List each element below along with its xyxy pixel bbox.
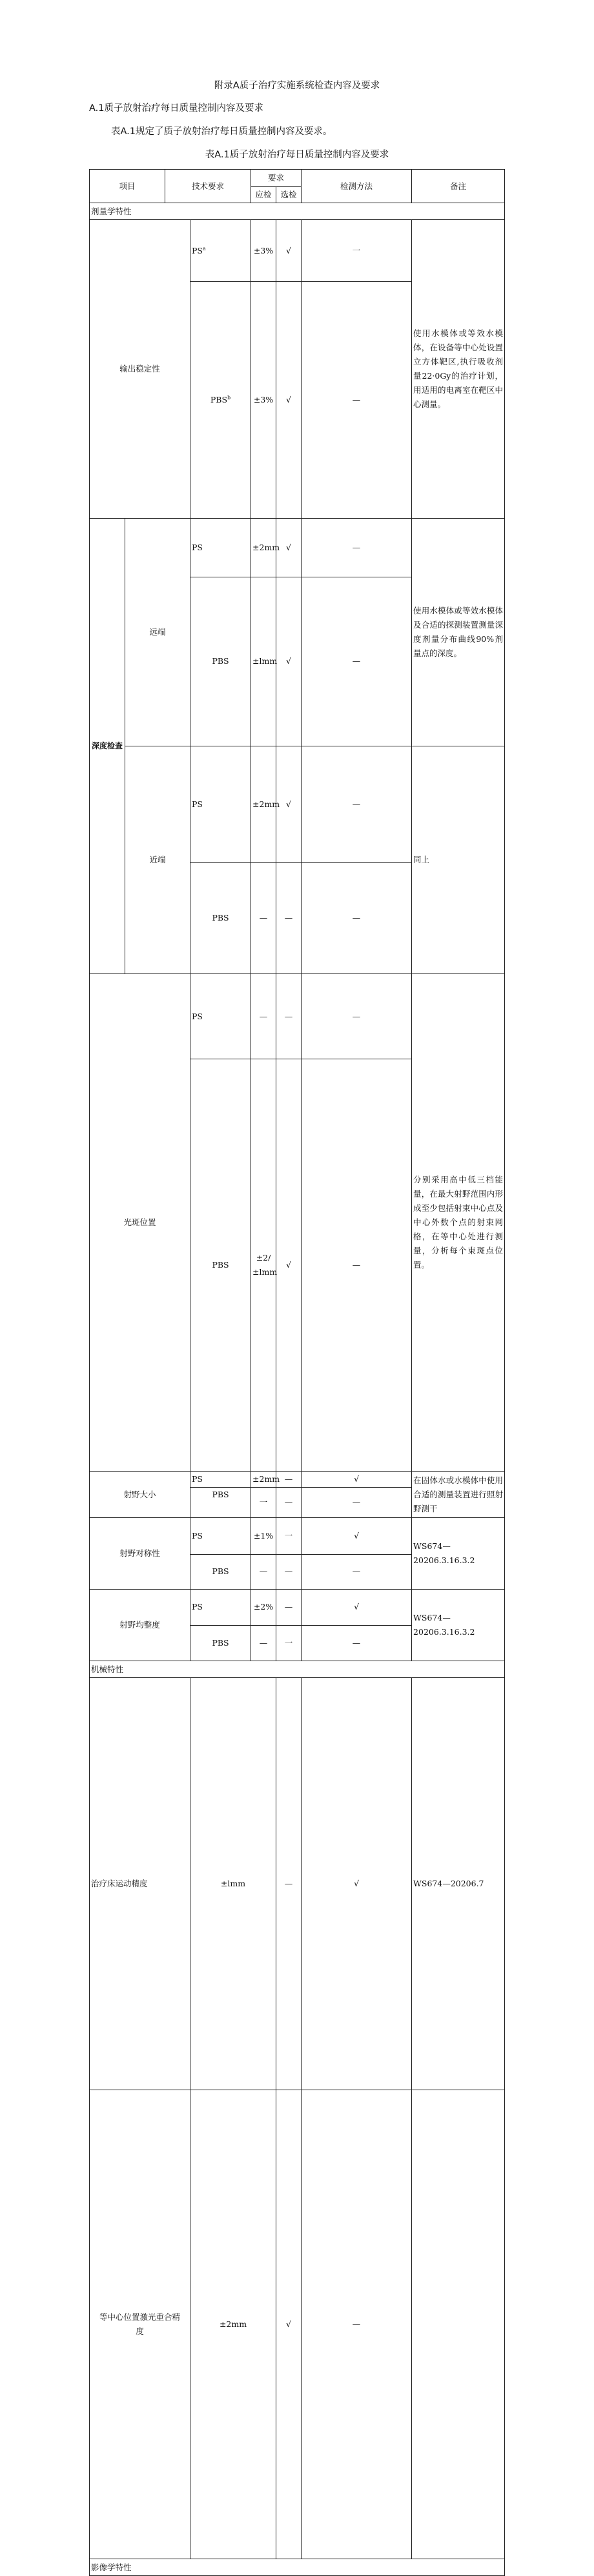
couch-method: WS674—20206.7 [412, 1678, 505, 2090]
table-cell: PBS [190, 1625, 251, 1661]
table-cell: — [276, 1590, 302, 1626]
header-method: 检测方法 [302, 170, 412, 203]
depth-far-method: 使用水模体或等效水模体及合适的探测装置测量深度剂量分布曲线90%剂量点的深度。 [412, 519, 505, 746]
section-imaging: 影像学特性 [90, 2559, 505, 2576]
table-cell: — [251, 1554, 276, 1589]
qc-requirements-table [89, 169, 505, 2576]
table-cell: 一 [276, 1518, 302, 1555]
section-dosimetry: 剂量学特性 [90, 203, 505, 220]
table-cell: ±2% [251, 1590, 276, 1626]
table-cell: — [276, 863, 302, 974]
table-cell: PBS [190, 577, 251, 746]
table-cell: √ [276, 220, 302, 282]
field-size-label: 射野大小 [90, 1472, 190, 1518]
table-cell: √ [276, 1059, 302, 1472]
table-cell: √ [276, 746, 302, 863]
appendix-title: 附录A质子治疗实施系统检查内容及要求 [214, 81, 380, 91]
table-cell: ±2mm [251, 1472, 276, 1488]
table-cell: √ [302, 1678, 412, 2090]
spot-method: 分别采用高中低三档能量，在最大射野范围内形成至少包括射束中心点及中心外数个点的射束网格，在等中心处进行测量，分析每个束斑点位置。 [412, 974, 505, 1472]
table-cell: √ [302, 1518, 412, 1555]
spot-position-label: 光斑位置 [90, 974, 190, 1472]
field-size-method: 在固体水或水模体中使用合适的测量装置进行照射野测干 [412, 1472, 505, 1518]
table-caption: 表A.1质子放射治疗每日质量控制内容及要求 [205, 150, 389, 160]
table-cell: 一 [251, 1488, 276, 1518]
table-cell: PBS [190, 863, 251, 974]
table-cell: ±2mm [251, 746, 276, 863]
laser-method [412, 2090, 505, 2559]
table-cell: — [302, 2090, 412, 2559]
table-cell: ±2/±lmm [251, 1059, 276, 1472]
header-note: 备注 [412, 170, 505, 203]
table-cell: PBS$^b$ [190, 282, 251, 519]
depth-near-method: 同上 [412, 746, 505, 974]
table-cell: — [276, 1554, 302, 1589]
table-cell: PS [190, 1518, 251, 1555]
table-cell: — [251, 974, 276, 1059]
table-cell: PS [190, 1590, 251, 1626]
table-cell: — [276, 1678, 302, 2090]
table-cell: √ [276, 519, 302, 577]
section-heading: A.1质子放射治疗每日质量控制内容及要求 [89, 103, 263, 114]
table-cell: — [302, 519, 412, 577]
table-cell: PS [190, 1472, 251, 1488]
depth-check-label: 深度检查 [90, 519, 125, 974]
header-tech: 技术要求 [165, 170, 251, 203]
table-cell: √ [302, 1590, 412, 1626]
table-cell: PBS [190, 1488, 251, 1518]
table-cell: ±1% [251, 1518, 276, 1555]
table-cell: — [302, 282, 412, 519]
depth-near-label: 近端 [125, 746, 190, 974]
table-cell: — [302, 746, 412, 863]
field-flatness-label: 射野均整度 [90, 1590, 190, 1661]
table-cell: PBS [190, 1554, 251, 1589]
table-cell: ±lmm [190, 1678, 276, 2090]
table-cell: PBS [190, 1059, 251, 1472]
table-cell: √ [276, 577, 302, 746]
table-cell: 一 [302, 220, 412, 282]
table-cell: ±3% [251, 282, 276, 519]
laser-accuracy-label: 等中心位置激光重合精度 [90, 2090, 190, 2559]
table-cell: 一 [276, 1625, 302, 1661]
table-cell: PS [190, 519, 251, 577]
couch-accuracy-label: 治疗床运动精度 [90, 1678, 190, 2090]
table-cell: √ [276, 282, 302, 519]
table-cell: ±2mm [190, 2090, 276, 2559]
field-flatness-method: WS674—20206.3.16.3.2 [412, 1590, 505, 1661]
table-cell: ±3% [251, 220, 276, 282]
output-method: 使用水模体或等效水模体，在设备等中心处设置立方体靶区,执行吸收剂量22·0Gy的治疗计划，用适用的电离室在靶区中心测量。 [412, 220, 505, 519]
intro-paragraph: 表A.1规定了质子放射治疗每日质量控制内容及要求。 [111, 126, 333, 137]
table-cell: PS [190, 746, 251, 863]
header-req: 要求 [251, 170, 302, 187]
section-mechanical: 机械特性 [90, 1661, 505, 1678]
table-cell: $PS^a$ [190, 220, 251, 282]
table-cell: — [276, 1488, 302, 1518]
output-stability-label: 输出稳定性 [90, 220, 190, 519]
header-item: 项目 [90, 170, 165, 203]
table-cell: — [302, 974, 412, 1059]
table-cell: — [302, 1625, 412, 1661]
depth-far-label: 远端 [125, 519, 190, 746]
table-cell: PS [190, 974, 251, 1059]
table-cell: — [302, 1059, 412, 1472]
table-cell: √ [302, 1472, 412, 1488]
table-cell: — [251, 1625, 276, 1661]
table-cell: — [302, 1488, 412, 1518]
table-cell: √ [276, 2090, 302, 2559]
field-symmetry-label: 射野对称性 [90, 1518, 190, 1590]
table-cell: — [251, 863, 276, 974]
table-cell: — [302, 577, 412, 746]
table-cell: ±2mm [251, 519, 276, 577]
header-req-opt: 选检 [276, 187, 302, 203]
table-cell: — [276, 974, 302, 1059]
table-cell: — [276, 1472, 302, 1488]
table-cell: — [302, 863, 412, 974]
table-cell: — [302, 1554, 412, 1589]
header-req-must: 应检 [251, 187, 276, 203]
table-cell: ±lmm [251, 577, 276, 746]
field-symmetry-method: WS674—20206.3.16.3.2 [412, 1518, 505, 1590]
